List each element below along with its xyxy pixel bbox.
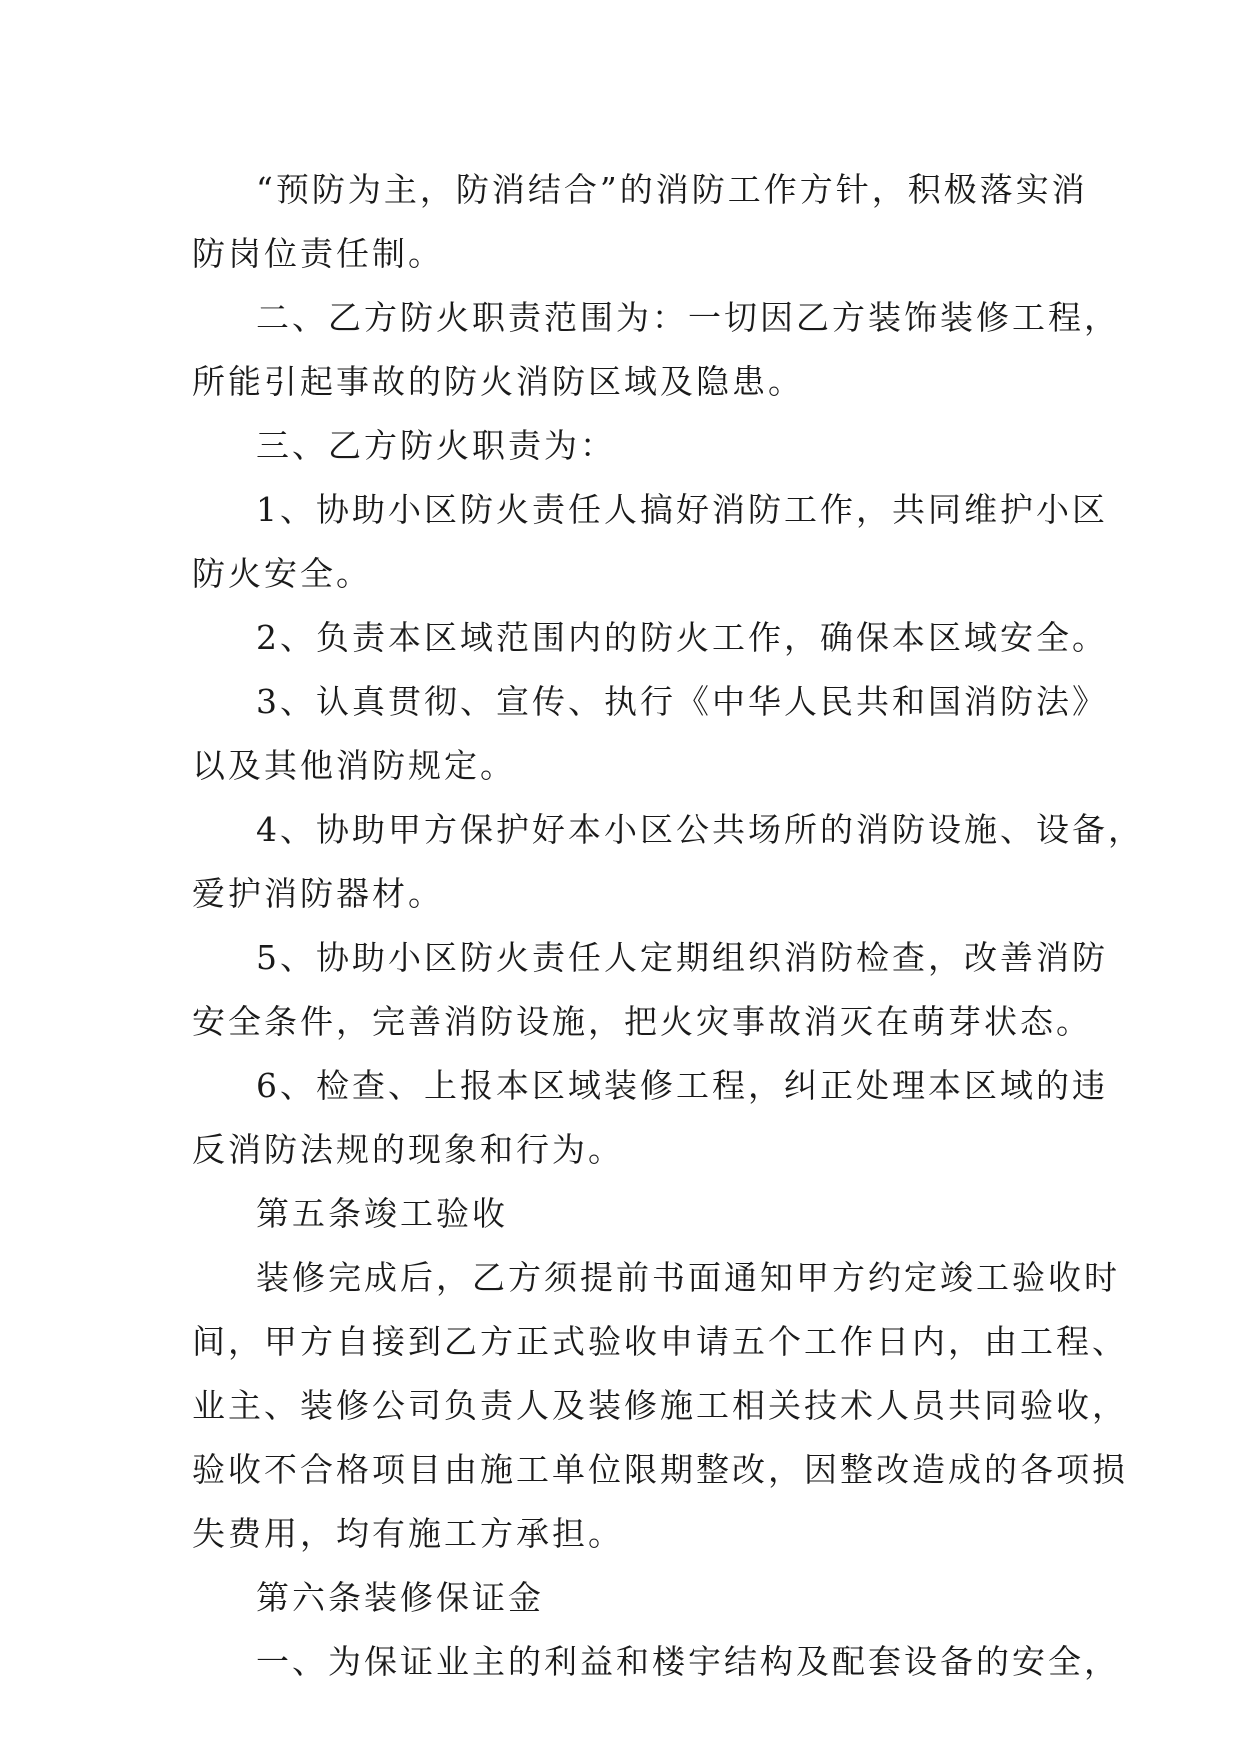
text-line: “预防为主，防消结合”的消防工作方针，积极落实消 [256,170,1088,209]
text-line: 间，甲方自接到乙方正式验收申请五个工作日内，由工程、 [192,1322,1128,1361]
text-line: 3、认真贯彻、宣传、执行《中华人民共和国消防法》 [256,682,1108,721]
text-line: 2、负责本区域范围内的防火工作，确保本区域安全。 [256,618,1108,657]
text-line: 1、协助小区防火责任人搞好消防工作，共同维护小区 [256,490,1108,529]
text-line: 所能引起事故的防火消防区域及隐患。 [192,362,804,401]
text-line: 6、检查、上报本区域装修工程，纠正处理本区域的违 [256,1066,1108,1105]
text-line: 验收不合格项目由施工单位限期整改，因整改造成的各项损 [192,1450,1128,1489]
text-line: 安全条件，完善消防设施，把火灾事故消灭在萌芽状态。 [192,1002,1092,1041]
section-heading: 第六条装修保证金 [256,1578,544,1617]
text-line: 防岗位责任制。 [192,234,444,273]
text-line: 二、乙方防火职责范围为：一切因乙方装饰装修工程， [256,298,1120,337]
text-line: 一、为保证业主的利益和楼宇结构及配套设备的安全， [256,1642,1120,1681]
document-body [192,158,1144,1694]
text-line: 反消防法规的现象和行为。 [192,1130,624,1169]
text-line: 业主、装修公司负责人及装修施工相关技术人员共同验收， [192,1386,1128,1425]
text-line: 装修完成后，乙方须提前书面通知甲方约定竣工验收时 [256,1258,1120,1297]
text-line: 爱护消防器材。 [192,874,444,913]
text-line: 以及其他消防规定。 [192,746,516,785]
text-line: 5、协助小区防火责任人定期组织消防检查，改善消防 [256,938,1108,977]
text-line: 失费用，均有施工方承担。 [192,1514,624,1553]
section-heading: 第五条竣工验收 [256,1194,508,1233]
text-line: 三、乙方防火职责为： [256,426,616,465]
text-line: 4、协助甲方保护好本小区公共场所的消防设施、设备， [256,810,1144,849]
text-line: 防火安全。 [192,554,372,593]
